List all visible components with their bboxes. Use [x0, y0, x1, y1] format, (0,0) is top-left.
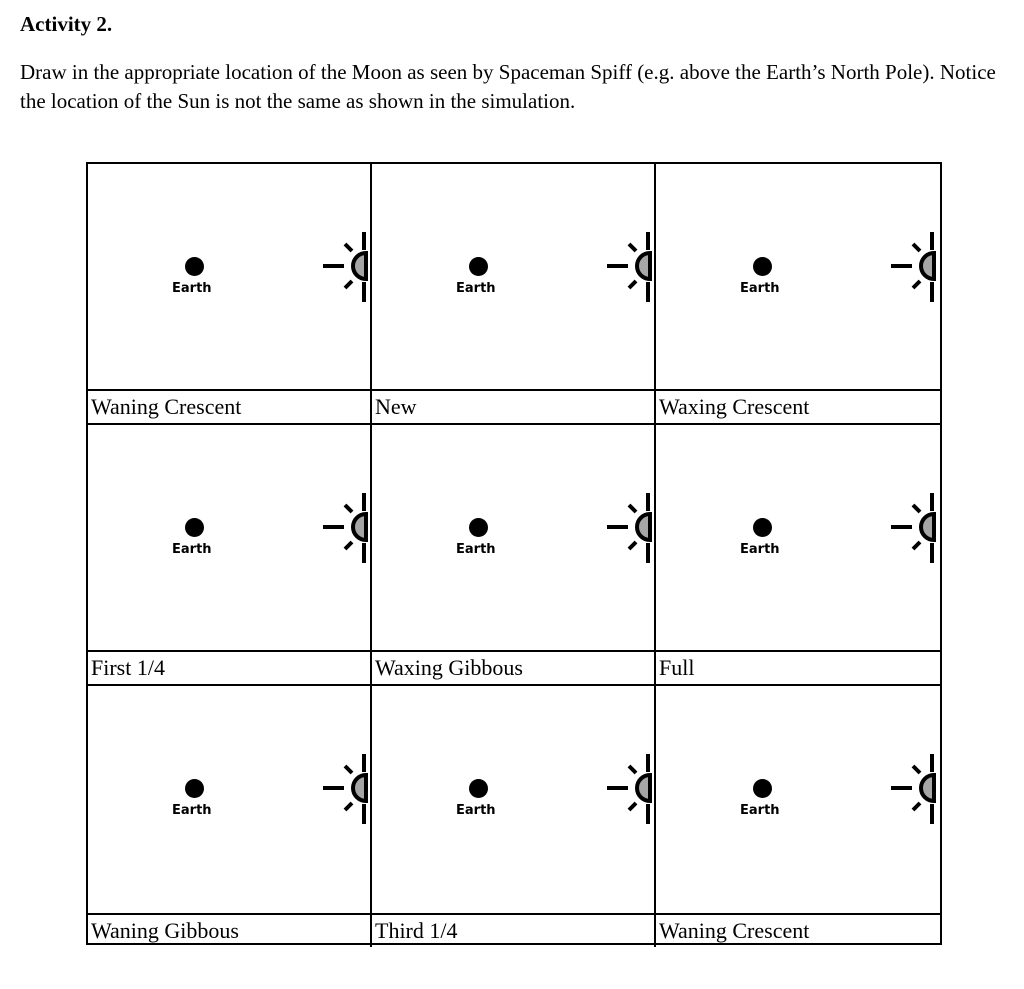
activity-heading: Activity 2. [20, 12, 113, 36]
earth-label: Earth [456, 803, 496, 818]
earth-label: Earth [740, 542, 780, 557]
sun-icon [320, 491, 374, 567]
phase-label: Waning Crescent [88, 389, 370, 423]
sun-icon [604, 752, 658, 828]
phase-cell [372, 425, 656, 686]
phase-label: New [372, 389, 654, 423]
phase-cell [372, 686, 656, 947]
earth-label: Earth [172, 542, 212, 557]
phase-label: Third 1/4 [372, 913, 654, 947]
sun-icon [604, 230, 658, 306]
earth-label: Earth [740, 803, 780, 818]
drawing-area[interactable] [88, 164, 370, 391]
phase-cell [88, 425, 372, 686]
sun-icon [320, 752, 374, 828]
phase-label: Waning Gibbous [88, 913, 370, 947]
phase-cell [372, 164, 656, 425]
earth-label: Earth [172, 281, 212, 296]
drawing-area[interactable] [372, 425, 654, 652]
instructions: Draw in the appropriate location of the Moon as seen by Spaceman Spiff (e.g. above the Earth’s North Pole). Notice the location of the Sun is not the same as shown in the simulation. [20, 60, 996, 113]
phase-label: First 1/4 [88, 650, 370, 684]
drawing-area[interactable] [656, 686, 940, 913]
phase-cell [656, 164, 940, 425]
earth-label: Earth [740, 281, 780, 296]
drawing-area[interactable] [372, 164, 654, 391]
sun-icon [888, 230, 942, 306]
sun-icon [320, 230, 374, 306]
sun-icon [604, 491, 658, 567]
drawing-area[interactable] [372, 686, 654, 913]
drawing-area[interactable] [656, 164, 940, 391]
earth-icon [185, 257, 204, 276]
phase-label: Waxing Gibbous [372, 650, 654, 684]
sun-icon [888, 491, 942, 567]
sun-icon [888, 752, 942, 828]
earth-label: Earth [172, 803, 212, 818]
earth-icon [469, 779, 488, 798]
earth-label: Earth [456, 542, 496, 557]
phase-cell [656, 686, 940, 947]
phase-cell [88, 164, 372, 425]
earth-icon [469, 518, 488, 537]
phase-cell [88, 686, 372, 947]
earth-icon [185, 779, 204, 798]
phase-cell [656, 425, 940, 686]
phase-label: Waxing Crescent [656, 389, 940, 423]
earth-icon [753, 257, 772, 276]
earth-icon [753, 518, 772, 537]
phase-label: Waning Crescent [656, 913, 940, 947]
earth-label: Earth [456, 281, 496, 296]
earth-icon [185, 518, 204, 537]
earth-icon [469, 257, 488, 276]
drawing-area[interactable] [656, 425, 940, 652]
phase-label: Full [656, 650, 940, 684]
moon-phase-grid [86, 162, 942, 945]
earth-icon [753, 779, 772, 798]
drawing-area[interactable] [88, 425, 370, 652]
drawing-area[interactable] [88, 686, 370, 913]
